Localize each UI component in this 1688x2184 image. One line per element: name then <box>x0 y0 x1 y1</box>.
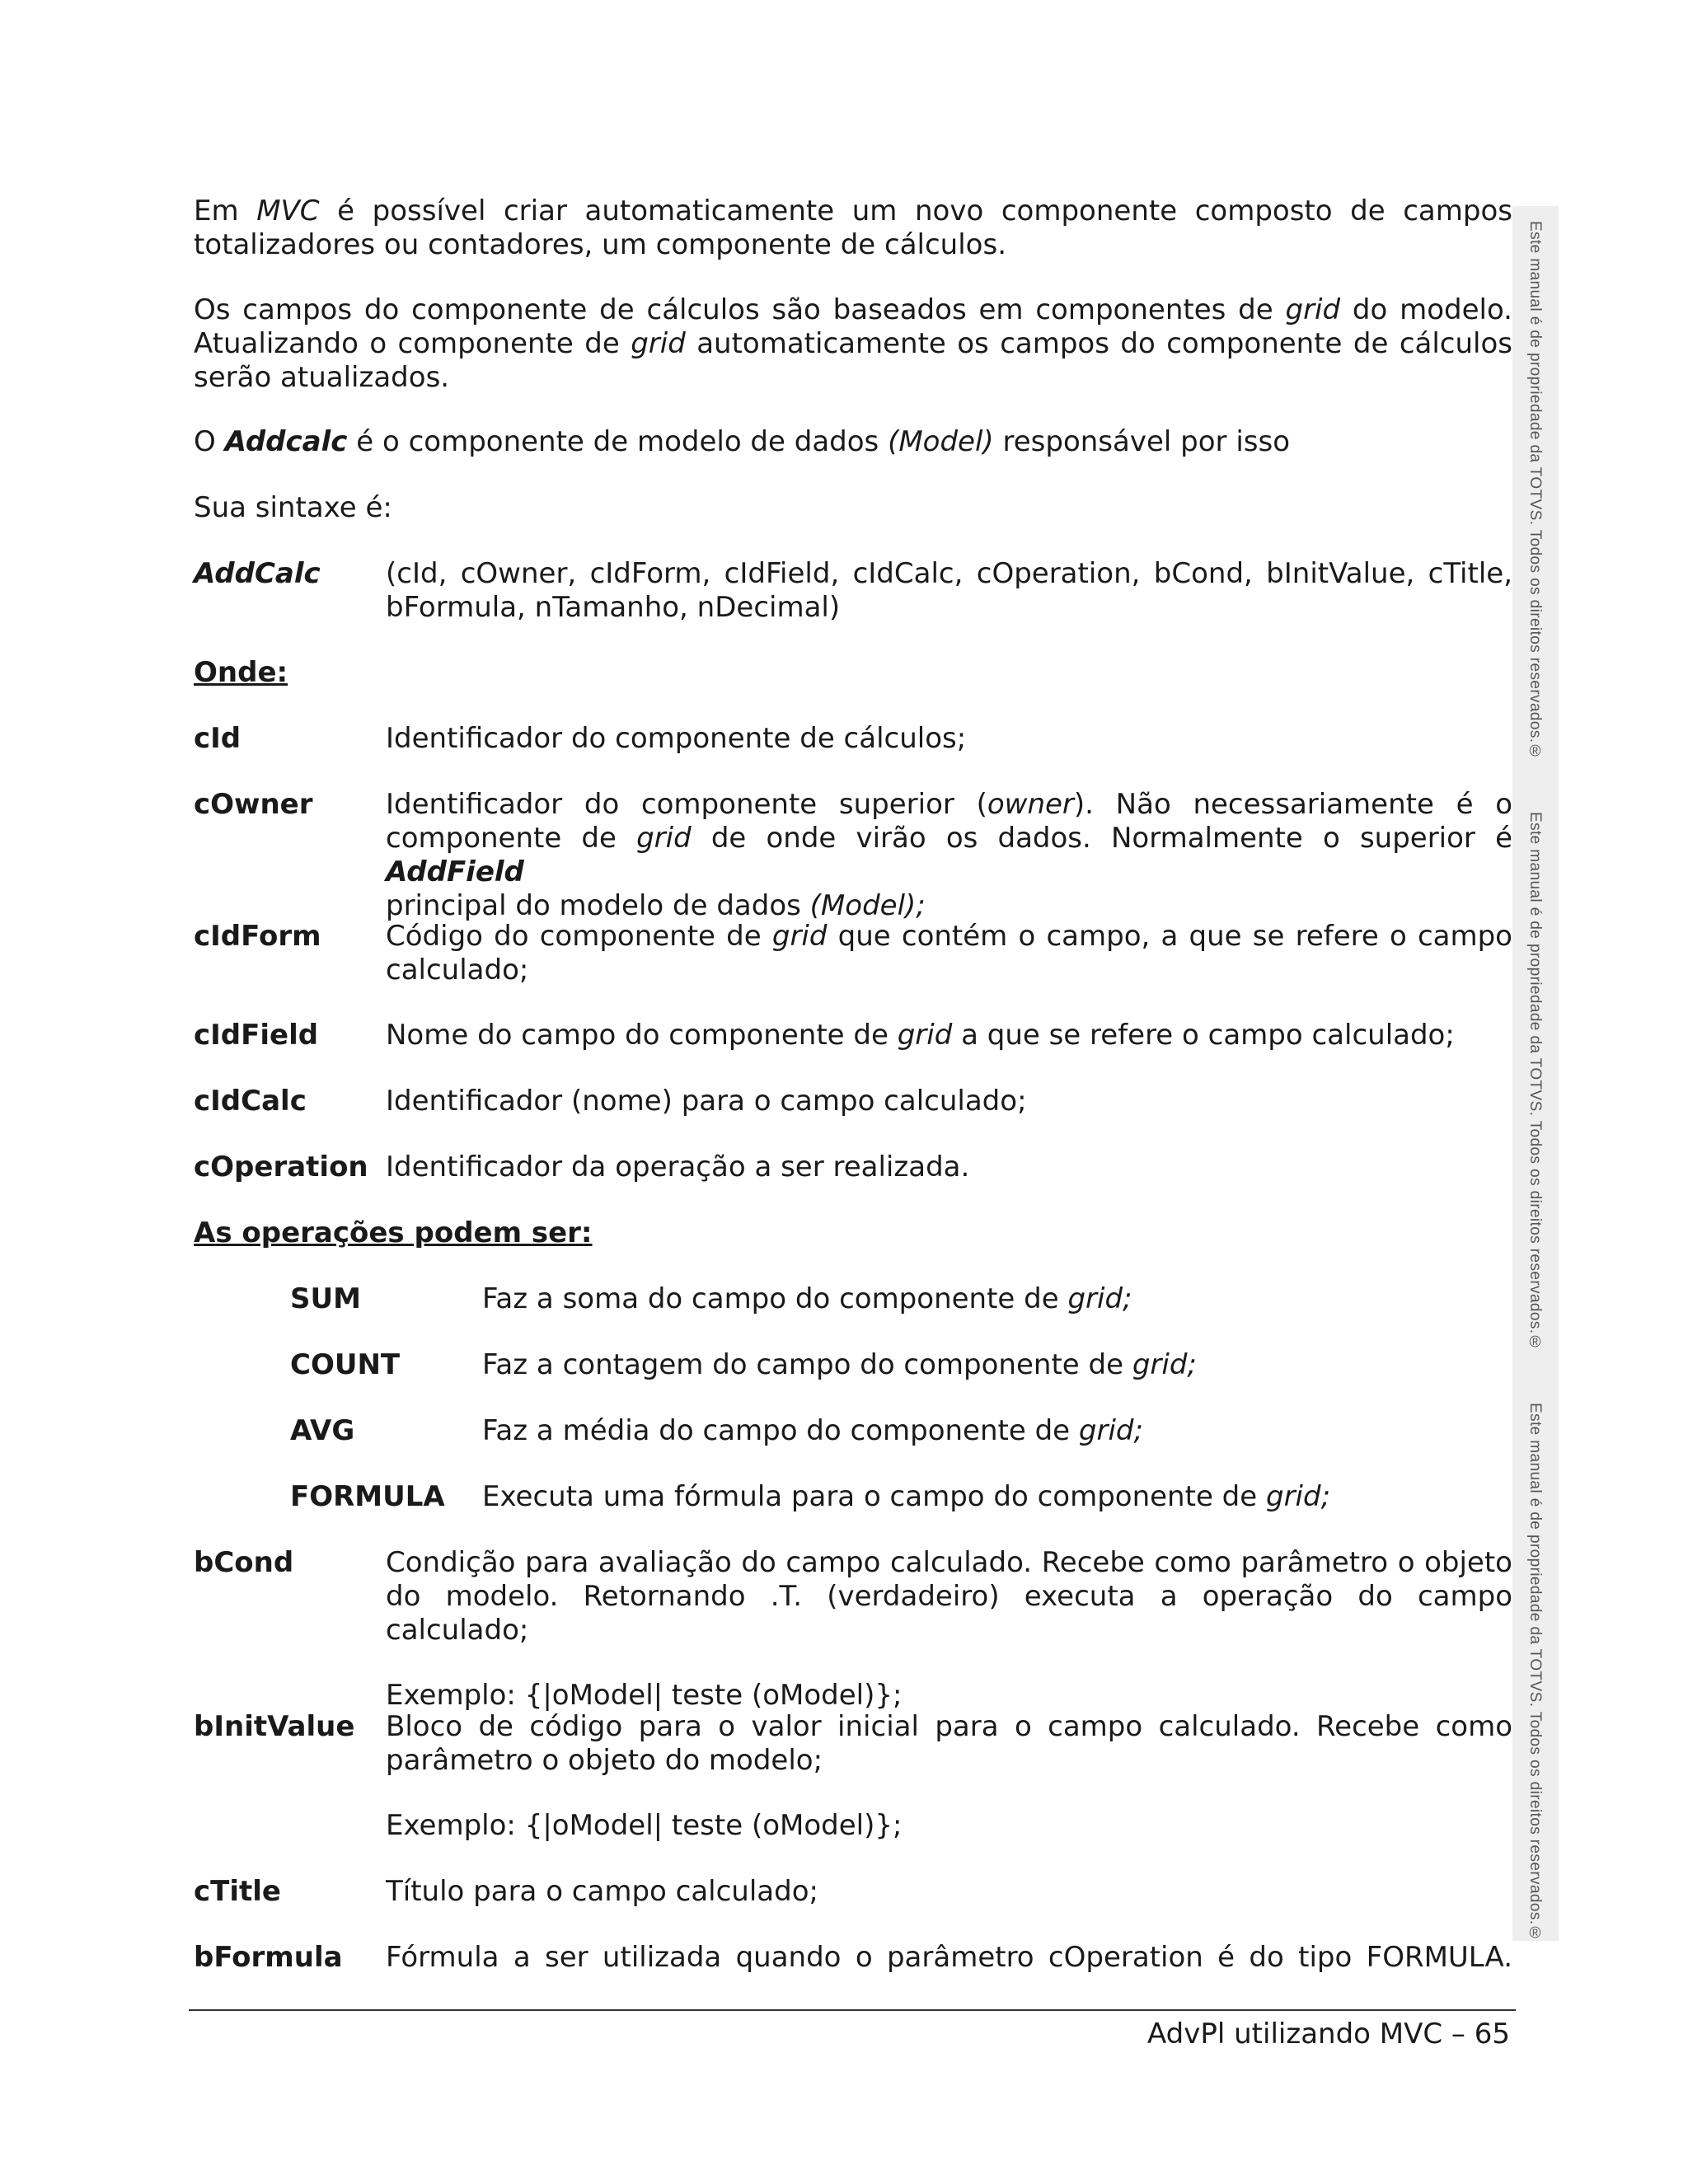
operation-description: Faz a média do campo do componente de grid; <box>482 1414 1143 1447</box>
syntax-line-1: (cId, cOwner, cIdForm, cIdField, cIdCalc, cOperation, bCond, bInitValue, cTitle, <box>386 557 1512 590</box>
intro-paragraph-1-line-2: totalizadores ou contadores, um componente de cálculos. <box>194 228 1006 261</box>
intro-paragraph-2-line-2: Atualizando o componente de grid automaticamente os campos do componente de cálculos <box>194 327 1513 360</box>
param-description: Identificador (nome) para o campo calculado; <box>386 1085 1027 1118</box>
operation-row-formula <box>290 1480 1510 1514</box>
operation-row-sum <box>290 1282 1510 1316</box>
param-row-cidform <box>194 920 1512 987</box>
copyright-watermark-2: Este manual é de propriedade da TOTVS. Todos os direitos reservados.® <box>1526 812 1544 1352</box>
operation-description: Executa uma fórmula para o campo do componente de grid; <box>482 1480 1331 1513</box>
syntax-intro: Sua sintaxe é: <box>194 491 392 524</box>
param-description: Fórmula a ser utilizada quando o parâmetro cOperation é do tipo FORMULA. <box>386 1941 1512 1974</box>
param-name: cTitle <box>194 1875 281 1908</box>
operation-row-avg <box>290 1414 1510 1448</box>
param-name: cIdCalc <box>194 1085 307 1118</box>
intro-paragraph-1-line-1: Em MVC é possível criar automaticamente um novo componente composto de campos <box>194 194 1512 227</box>
copyright-watermark-1: Este manual é de propriedade da TOTVS. Todos os direitos reservados.® <box>1526 221 1544 761</box>
param-row-cidfield <box>194 1019 1512 1052</box>
syntax-line-2: bFormula, nTamanho, nDecimal) <box>386 591 841 624</box>
param-name: bInitValue <box>194 1710 355 1743</box>
operation-description: Faz a soma do campo do componente de grid; <box>482 1282 1132 1315</box>
footer-rule <box>189 2009 1516 2011</box>
param-row-bformula <box>194 1941 1512 1975</box>
param-description: Identificador do componente superior (owner). Não necessariamente é o componente de grid de onde virão os dados. Normalmente o superior é AddField principal do modelo de dados (Model); <box>386 788 1512 922</box>
operation-name: SUM <box>290 1282 361 1315</box>
param-name: cOperation <box>194 1151 368 1183</box>
operation-name: FORMULA <box>290 1480 445 1513</box>
param-row-binitvalue <box>194 1710 1512 1858</box>
intro-paragraph-3: O Addcalc é o componente de modelo de dados (Model) responsável por isso <box>194 425 1290 458</box>
param-description: Condição para avaliação do campo calculado. Recebe como parâmetro o objeto do modelo. Retornando .T. (verdadeiro) executa a operação do campo calculado; Exemplo: {|oModel| teste (oModel)}; <box>386 1546 1512 1712</box>
param-name: cIdForm <box>194 920 321 953</box>
operation-name: COUNT <box>290 1348 401 1381</box>
param-example: Exemplo: {|oModel| teste (oModel)}; <box>386 1679 903 1712</box>
param-row-cidcalc <box>194 1085 1512 1118</box>
param-row-bcond <box>194 1546 1512 1712</box>
param-description: Identificador da operação a ser realizada. <box>386 1151 970 1183</box>
param-name: bCond <box>194 1546 294 1579</box>
param-name: bFormula <box>194 1941 343 1974</box>
page-footer: AdvPl utilizando MVC – 65 <box>1147 2018 1510 2050</box>
param-description: Nome do campo do componente de grid a que se refere o campo calculado; <box>386 1019 1455 1052</box>
syntax-row <box>194 557 1512 625</box>
param-row-ctitle <box>194 1875 1512 1909</box>
param-description: Identificador do componente de cálculos; <box>386 722 967 755</box>
param-name: cIdField <box>194 1019 319 1052</box>
operation-name: AVG <box>290 1414 355 1447</box>
param-example: Exemplo: {|oModel| teste (oModel)}; <box>386 1809 903 1842</box>
param-name: cOwner <box>194 788 313 821</box>
operation-row-count <box>290 1348 1510 1382</box>
param-description: Código do componente de grid que contém o campo, a que se refere o campo calculado; <box>386 920 1512 987</box>
operation-description: Faz a contagem do campo do componente de grid; <box>482 1348 1197 1381</box>
param-name: cId <box>194 722 241 755</box>
operations-heading: As operações podem ser: <box>194 1216 593 1249</box>
copyright-watermark-3: Este manual é de propriedade da TOTVS. Todos os direitos reservados.® <box>1526 1403 1544 1943</box>
param-row-cid <box>194 722 1512 756</box>
param-description: Título para o campo calculado; <box>386 1875 818 1908</box>
syntax-signature <box>386 557 1512 625</box>
syntax-function-name: AddCalc <box>194 557 321 590</box>
param-row-cowner <box>194 788 1512 922</box>
onde-heading: Onde: <box>194 656 288 689</box>
intro-paragraph-2-line-3: serão atualizados. <box>194 361 450 394</box>
param-row-coperation <box>194 1151 1512 1184</box>
param-description: Bloco de código para o valor inicial para o campo calculado. Recebe como parâmetro o objeto do modelo; Exemplo: {|oModel| teste (oModel)}; <box>386 1710 1512 1842</box>
intro-paragraph-2-line-1: Os campos do componente de cálculos são baseados em componentes de grid do modelo. <box>194 293 1512 326</box>
